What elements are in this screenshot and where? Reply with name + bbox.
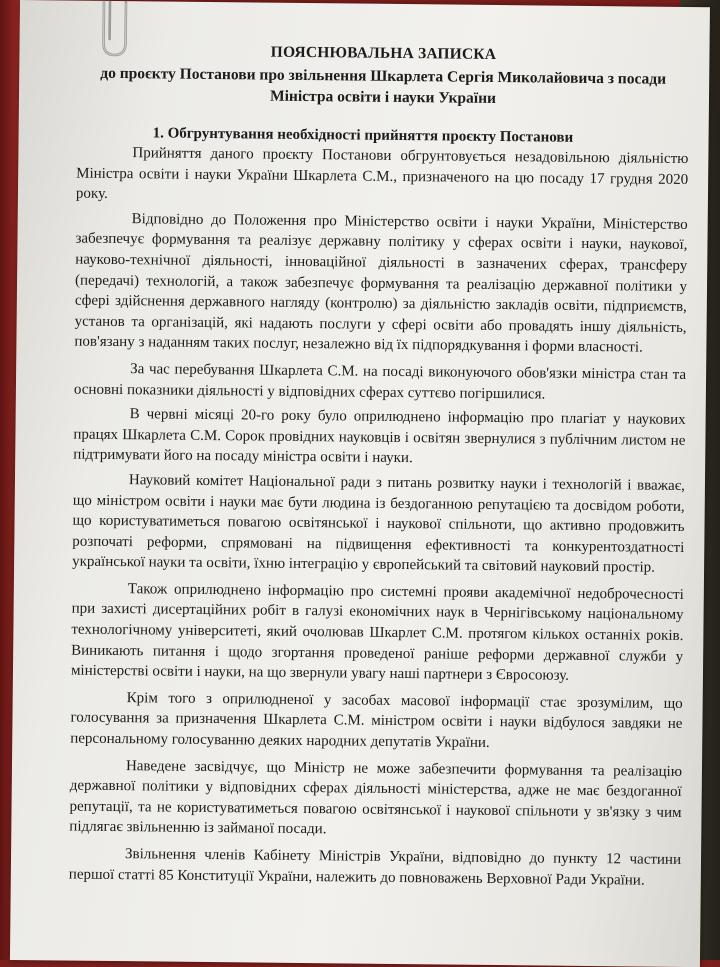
document-title: ПОЯСНЮВАЛЬНА ЗАПИСКА bbox=[270, 43, 497, 63]
paragraph-5: Науковий комітет Національної ради з питань розвитку науки і технологій і вважає, що міністром освіти і науки має бути людина із бездоганною репутацією та досвідом роботи, що користуватиметься повагою освітянської і наукової спільноти, що активно продовжить розпочаті реформи, спрямовані на підвищення ефективності та конкурентоздатності української науки та освіти, їхню інтеграцію у європейський та світовий науковий простір. bbox=[72, 472, 686, 576]
paragraph-2: Відповідно до Положення про Міністерство освіти і науки України, Міністерство забезпечує формування та реалізує державну політику у сферах освіти і науки, наукової, науково-технічної діяльності, інноваційної діяльності в зазначених сферах, трансферу (передачі) технологій, а також забезпечує формування та реалізацію державної політики у сфері здійснення державного нагляду (контролю) за діяльністю закладів освіти, підприємств, установ та організацій, які надають послуги у сфері освіти або провадять іншу діяльність, пов'язану з наданням таких послуг, незалежно від їх підпорядкування і форми власності. bbox=[74, 210, 688, 356]
paragraph-3: За час перебування Шкарлета С.М. на посаді виконуючого обов'язки міністра стан та основні показники діяльності у відповідних сферах суттєво погіршилися. bbox=[73, 361, 687, 403]
paragraph-6: Також оприлюднено інформацію про системні прояви академічної недоброчесності при захисті дисертаційних робіт в галузі економічних наук в Чернігівському національному технологічному університеті, який очолював Шкарлет С.М. протягом кількох останніх років. Виникають питання і щодо згортання проведеної раніше реформи державної служби у міністерстві освіти і науки, на що звернули увагу наші партнери з Євросоюзу. bbox=[70, 581, 684, 685]
paragraph-4: В червні місяці 20-го року було оприлюднено інформацію про плагіат у наукових працях Шкарлета С.М. Сорок провідних науковців і освітян звернулися з публічним листом не підтримувати його на посаду міністра освіти і науки. bbox=[73, 406, 686, 467]
paragraph-7: Крім того з оприлюдненої у засобах масової інформації стає зрозумілим, що голосування за призначення Шкарлета С.М. міністром освіти і науки відбулося завдяки не персональному голосуванню деяких народних депутатів України. bbox=[70, 689, 683, 751]
paragraph-9: Звільнення членів Кабінету Міністрів України, відповідно до пункту 12 частини першої статті 85 Конституції України, належить до повноважень Верховної Ради України. bbox=[68, 846, 682, 889]
section-heading: 1. Обгрунтування необхідності прийняття проєкту Постанови bbox=[152, 125, 574, 146]
document-body bbox=[69, 41, 690, 898]
paragraph-1: Прийняття даного проєкту Постанови обгрунтовується незадовільною діяльністю Міністра освіти і науки України Шкарлета С.М., призначеного на цю посаду 17 грудня 2020 року. bbox=[75, 145, 689, 203]
paper-sheet bbox=[10, 0, 710, 967]
document-subtitle: до проєкту Постанови про звільнення Шкарлета Сергія Миколайовича з посади Міністра освіти і науки України bbox=[100, 64, 667, 107]
paragraph-8: Наведене засвідчує, що Міністр не може забезпечити формування та реалізацію державної політики у відповідних сферах діяльності міністерства, адже не має бездоганної репутації, та не користуватиметься повагою освітянської і наукової спільноти у зв'язку з чим підлягає звільненню із займаної посади. bbox=[69, 757, 683, 838]
